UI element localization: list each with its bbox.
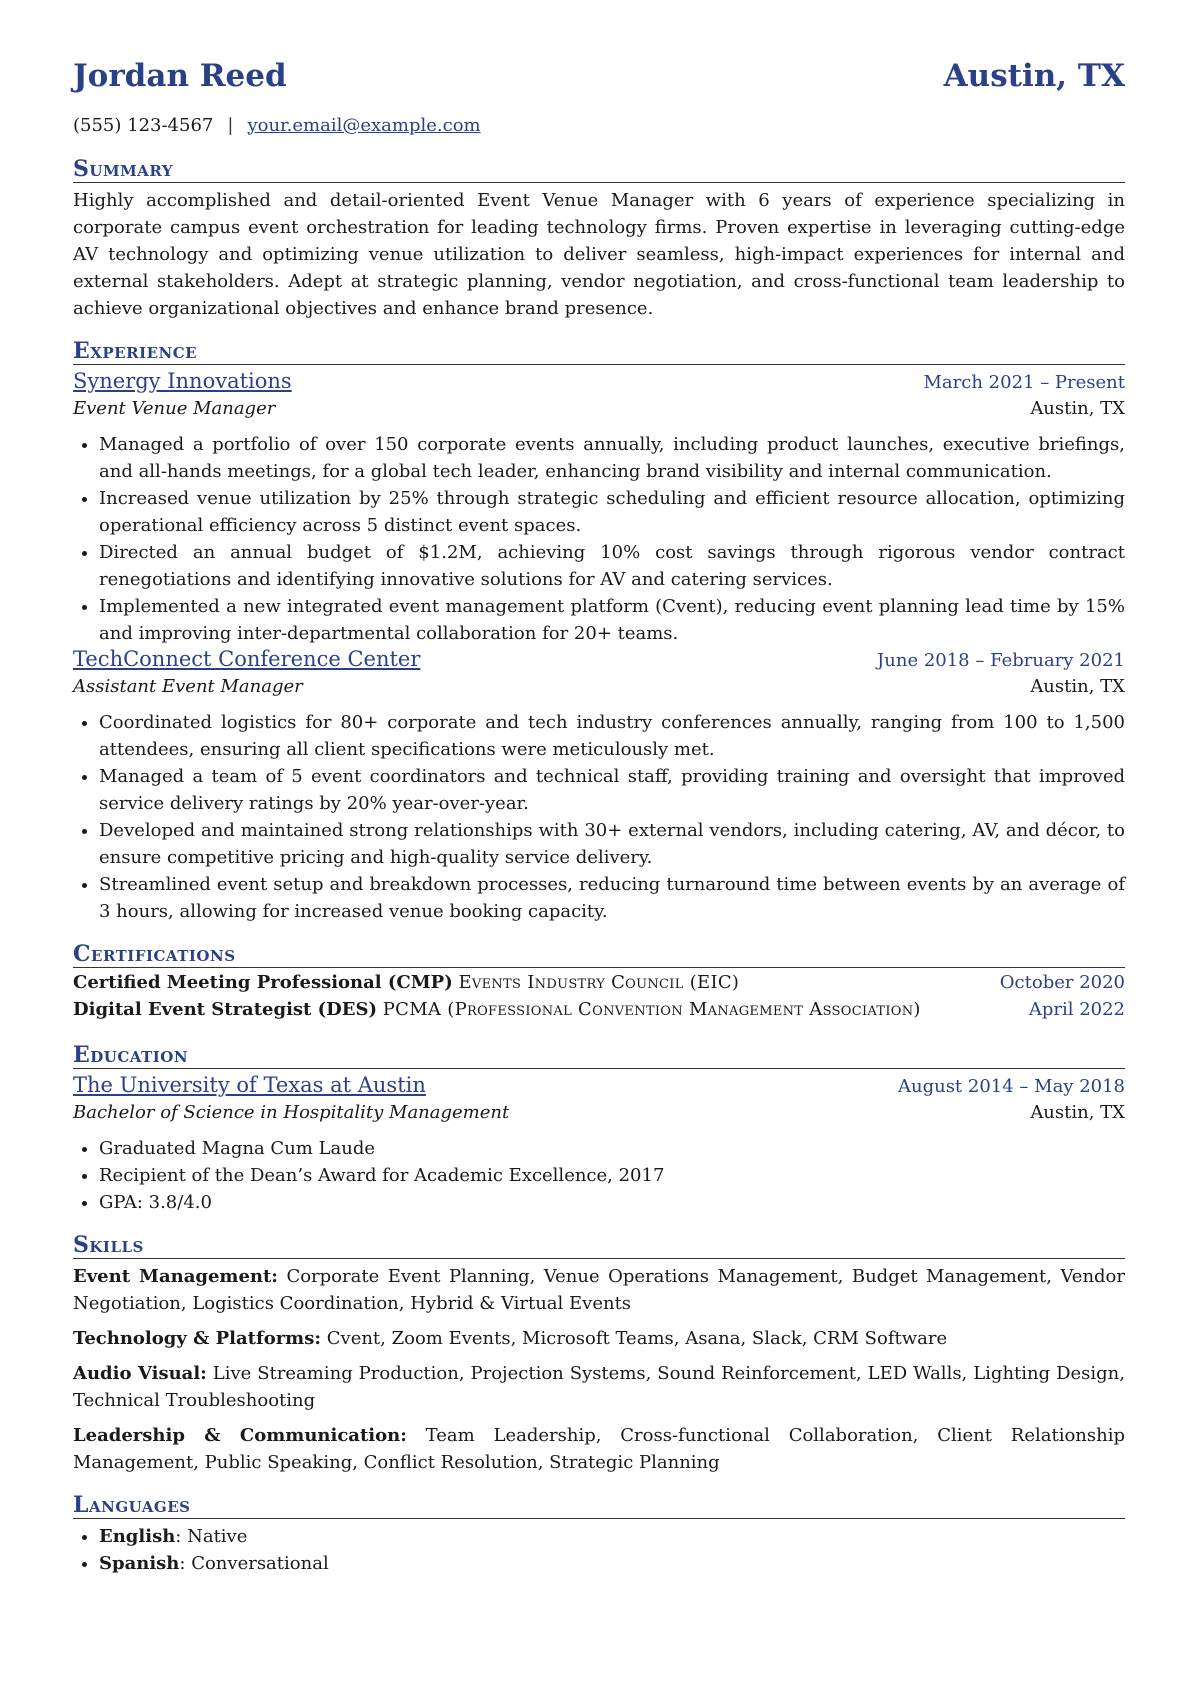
list-item	[99, 1523, 1125, 1550]
candidate-name: Jordan Reed	[73, 58, 287, 94]
job-dates: June 2018 – February 2021	[877, 650, 1125, 671]
list-item: • Graduated Magna Cum Laude	[99, 1135, 1125, 1162]
job-title: Assistant Event Manager	[73, 676, 303, 697]
certification-date: April 2022	[1028, 999, 1125, 1020]
section-title-languages: Languages	[73, 1490, 1125, 1519]
resume-page	[73, 58, 1125, 1577]
list-item: • Recipient of the Dean’s Award for Academic Excellence, 2017	[99, 1162, 1125, 1189]
section-title-experience: Experience	[73, 336, 1125, 365]
list-item: • Implemented a new integrated event management platform (Cvent), reducing event planning lead time by 15% and improving inter-departmental collaboration for 20+ teams.	[99, 593, 1125, 647]
section-title-skills: Skills	[73, 1230, 1125, 1259]
certification-name: Certified Meeting Professional (CMP)	[73, 972, 453, 993]
skill-group	[73, 1325, 1125, 1352]
certification-row	[73, 999, 1125, 1026]
summary-paragraph: Highly accomplished and detail-oriented Event Venue Manager with 6 years of experience specializing in corporate campus event orchestration for leading technology firms. Proven expertise in leveraging cutting-edge AV technology and optimizing venue utilization to deliver seamless, high-impact experiences for internal and external stakeholders. Adept at strategic planning, vendor negotiation, and cross-functional team leadership to achieve organizational objectives and enhance brand presence.	[73, 190, 1125, 319]
language-list	[73, 1523, 1125, 1577]
email-link[interactable]: your.email@example.com	[247, 114, 481, 136]
resume-header	[73, 58, 1125, 110]
job-title: Event Venue Manager	[73, 398, 276, 419]
certification-date: October 2020	[999, 972, 1125, 993]
list-item: • Directed an annual budget of $1.2M, achieving 10% cost savings through rigorous vendor contract renegotiations and identifying innovative solutions for AV and catering services.	[99, 539, 1125, 593]
job-bullets	[73, 709, 1125, 925]
company-link[interactable]: TechConnect Conference Center	[73, 647, 421, 671]
section-title-certifications: Certifications	[73, 939, 1125, 968]
experience-entry	[73, 647, 1125, 925]
list-item: • Managed a team of 5 event coordinators and technical staff, providing training and oversight that improved service delivery ratings by 20% year-over-year.	[99, 763, 1125, 817]
skill-label: Audio Visual:	[73, 1363, 207, 1384]
job-bullets	[73, 431, 1125, 647]
candidate-location: Austin, TX	[943, 58, 1125, 94]
skill-group	[73, 1360, 1125, 1414]
company-link[interactable]: Synergy Innovations	[73, 369, 292, 393]
skill-group	[73, 1263, 1125, 1317]
language-level: : Conversational	[179, 1553, 329, 1574]
language-name: Spanish	[99, 1553, 180, 1574]
job-location: Austin, TX	[1030, 398, 1125, 419]
certification-name: Digital Event Strategist (DES)	[73, 999, 377, 1020]
education-entry	[73, 1073, 1125, 1216]
list-item	[99, 1550, 1125, 1577]
skill-text: Cvent, Zoom Events, Microsoft Teams, Asana, Slack, CRM Software	[326, 1328, 948, 1349]
language-level: : Native	[175, 1526, 248, 1547]
skill-label: Technology & Platforms:	[73, 1328, 322, 1349]
skill-label: Leadership & Communication:	[73, 1425, 407, 1446]
job-dates: March 2021 – Present	[923, 372, 1125, 393]
list-item: • GPA: 3.8/4.0	[99, 1189, 1125, 1216]
contact-line	[73, 110, 1125, 140]
contact-separator: |	[227, 114, 234, 136]
skill-label: Event Management:	[73, 1266, 278, 1287]
degree-title: Bachelor of Science in Hospitality Management	[73, 1102, 510, 1123]
list-item: • Streamlined event setup and breakdown processes, reducing turnaround time between events by an average of 3 hours, allowing for increased venue booking capacity.	[99, 871, 1125, 925]
phone-number: (555) 123-4567	[73, 114, 214, 136]
section-title-education: Education	[73, 1040, 1125, 1069]
skill-text: Corporate Event Planning, Venue Operations Management, Budget Management, Vendor Negotiation, Logistics Coordination, Hybrid & Virtual Events	[73, 1266, 1125, 1314]
section-title-summary: Summary	[73, 154, 1125, 183]
language-name: English	[99, 1526, 176, 1547]
education-dates: August 2014 – May 2018	[897, 1076, 1125, 1097]
certification-issuer: Events Industry Council (EIC)	[458, 972, 740, 993]
list-item: • Developed and maintained strong relationships with 30+ external vendors, including catering, AV, and décor, to ensure competitive pricing and high-quality service delivery.	[99, 817, 1125, 871]
job-location: Austin, TX	[1030, 676, 1125, 697]
skill-group	[73, 1422, 1125, 1476]
skill-text: Live Streaming Production, Projection Systems, Sound Reinforcement, LED Walls, Lighting Design, Technical Troubleshooting	[73, 1363, 1125, 1411]
list-item: • Coordinated logistics for 80+ corporate and tech industry conferences annually, ranging from 100 to 1,500 attendees, ensuring all client specifications were meticulously met.	[99, 709, 1125, 763]
certification-row	[73, 972, 1125, 999]
list-item: • Increased venue utilization by 25% through strategic scheduling and efficient resource allocation, optimizing operational efficiency across 5 distinct event spaces.	[99, 485, 1125, 539]
education-bullets	[73, 1135, 1125, 1216]
education-location: Austin, TX	[1030, 1102, 1125, 1123]
certification-issuer: PCMA (Professional Convention Management Association)	[382, 999, 921, 1020]
school-link[interactable]: The University of Texas at Austin	[73, 1073, 426, 1097]
list-item: • Managed a portfolio of over 150 corporate events annually, including product launches, executive briefings, and all-hands meetings, for a global tech leader, enhancing brand visibility and internal communication.	[99, 431, 1125, 485]
experience-entry	[73, 369, 1125, 647]
skill-text: Team Leadership, Cross-functional Collaboration, Client Relationship Management, Public Speaking, Conflict Resolution, Strategic Planning	[73, 1425, 1125, 1473]
